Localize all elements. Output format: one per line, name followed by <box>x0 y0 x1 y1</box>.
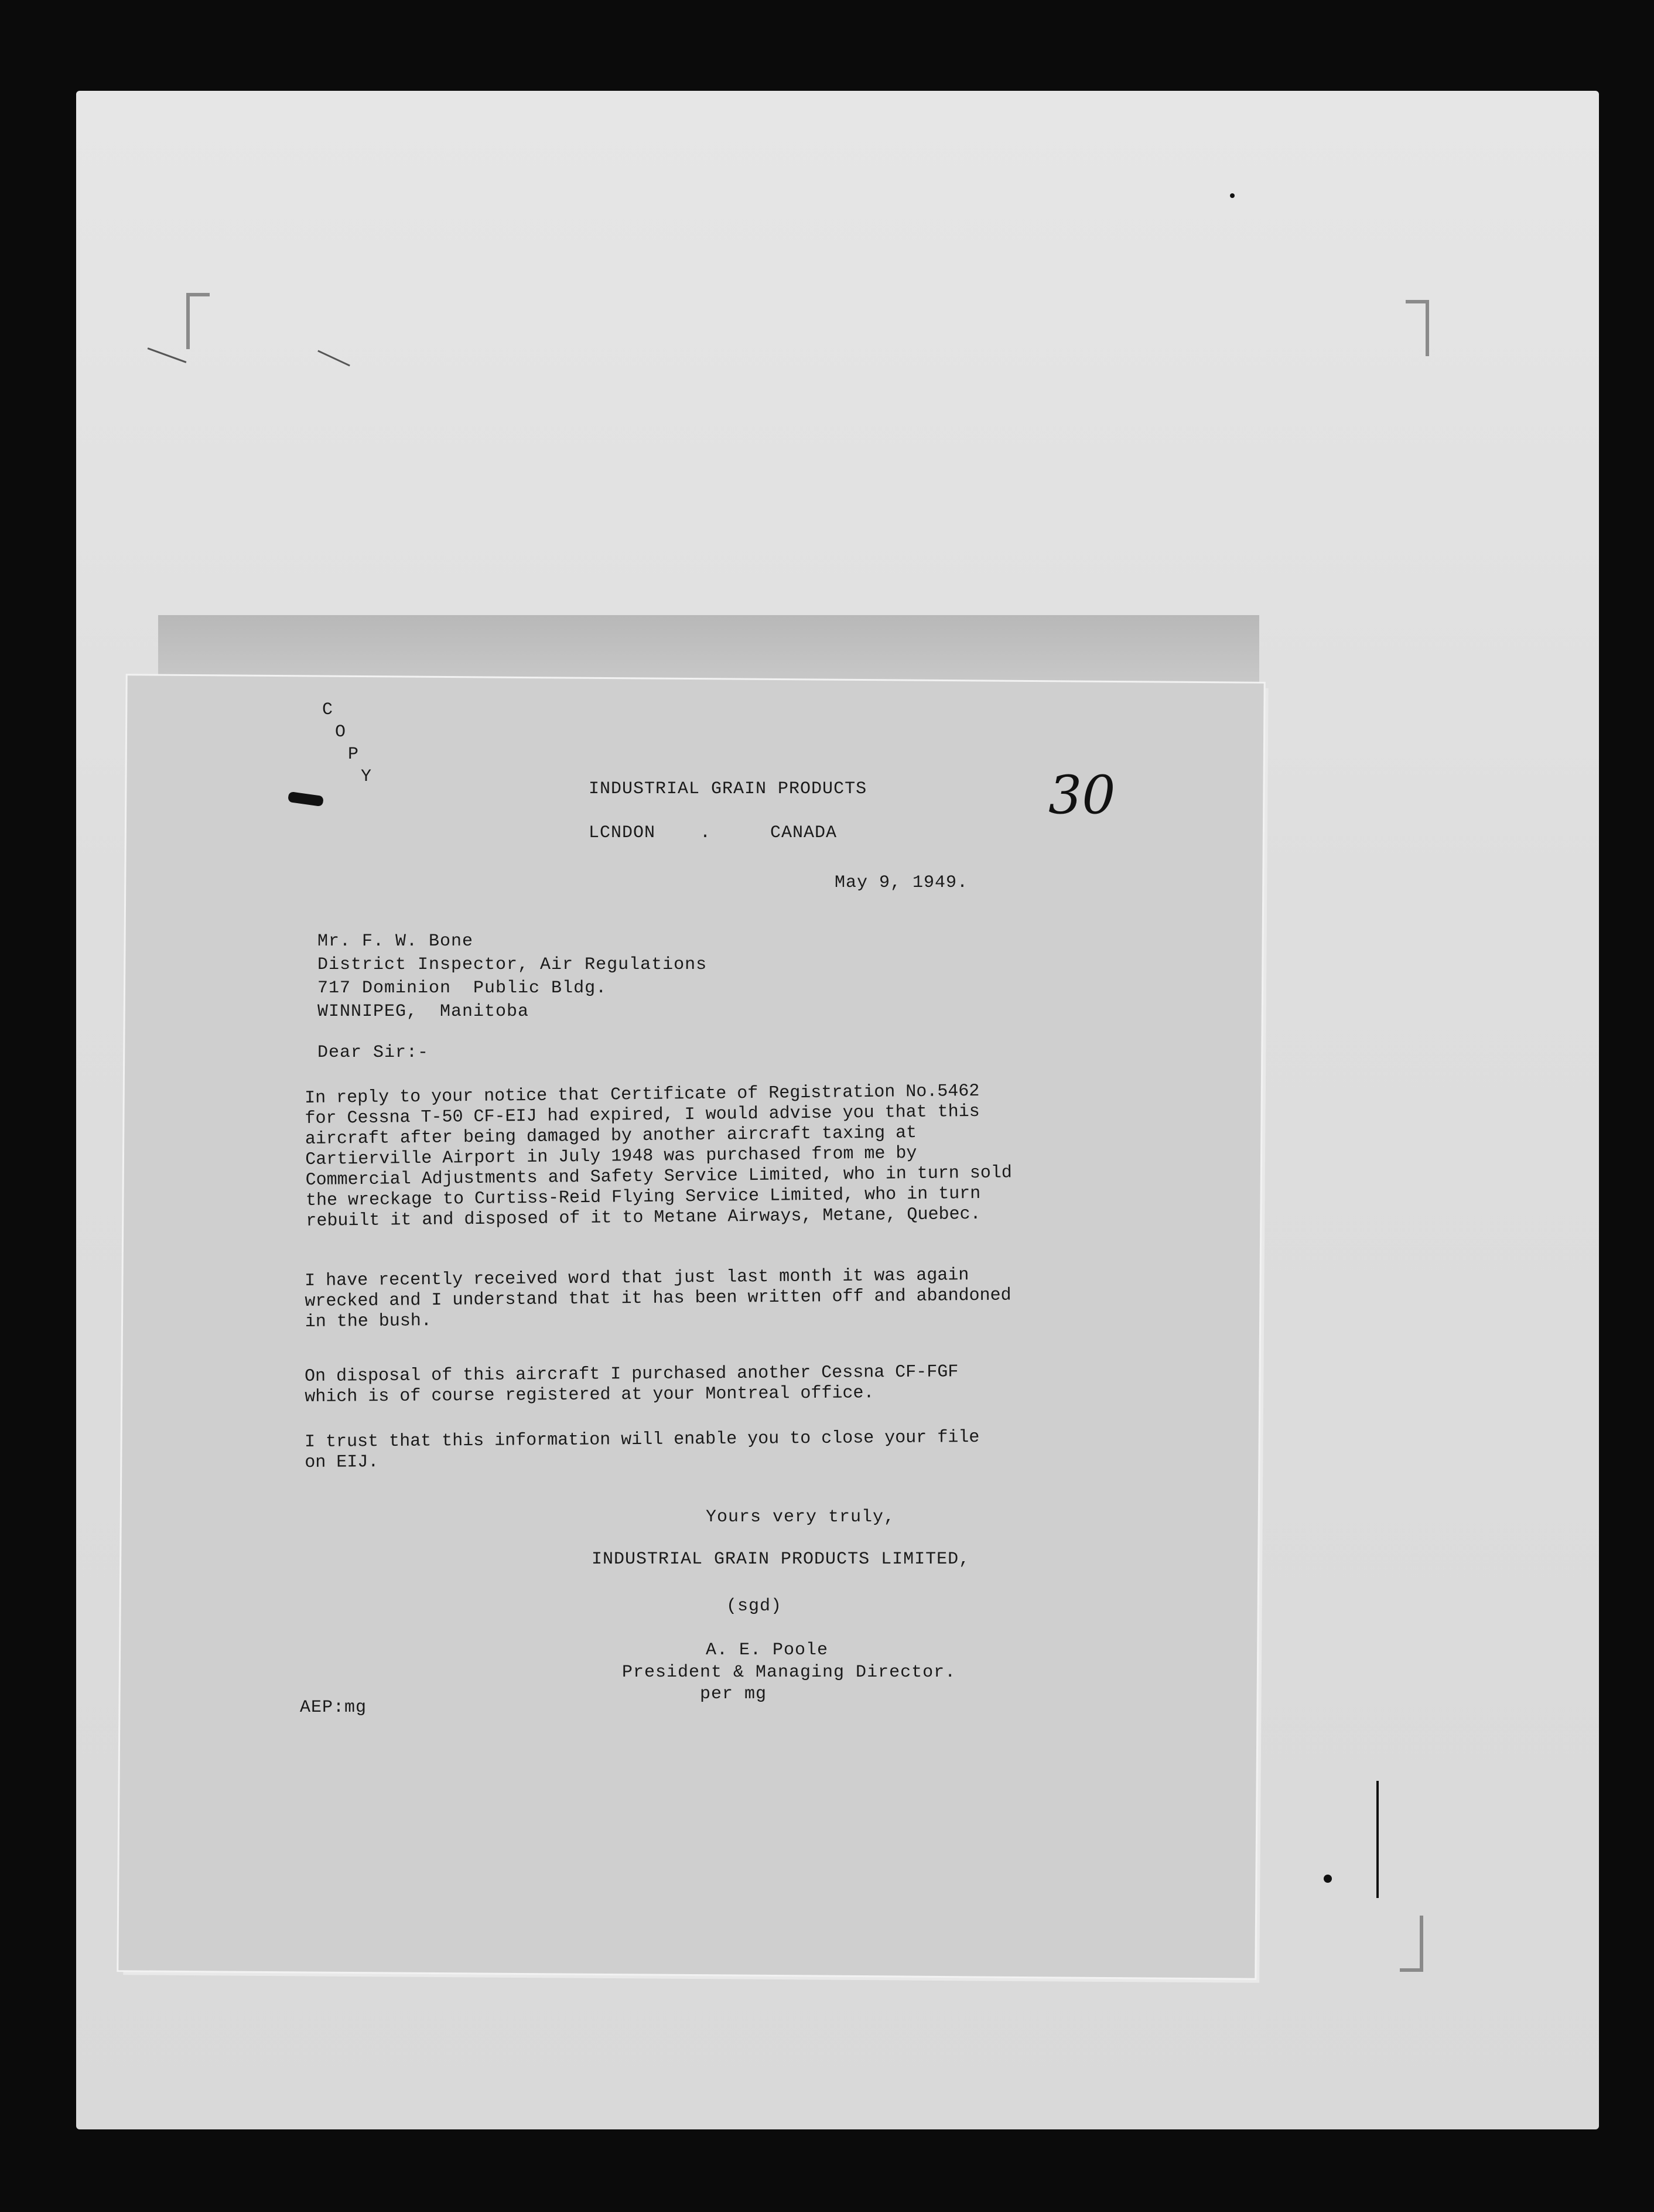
letterhead-city: LCNDON <box>589 823 656 843</box>
crop-mark-top-right <box>1406 300 1429 356</box>
valediction: Yours very truly, <box>706 1507 896 1527</box>
recipient-city: WINNIPEG, Manitoba <box>317 1002 529 1022</box>
closing-company: INDUSTRIAL GRAIN PRODUCTS LIMITED, <box>592 1549 970 1569</box>
margin-rule <box>1376 1781 1379 1898</box>
signed-mark: (sgd) <box>726 1596 782 1616</box>
recipient-address: 717 Dominion Public Bldg. <box>317 978 607 998</box>
recipient-name: Mr. F. W. Bone <box>317 931 474 951</box>
letterhead-country: CANADA <box>770 823 838 843</box>
salutation: Dear Sir:- <box>317 1043 429 1063</box>
paragraph-3: On disposal of this aircraft I purchased another Cessna CF-FGF which is of course registered at your Montreal office. <box>305 1362 959 1407</box>
paragraph-4: I trust that this information will enable you to close your file on EIJ. <box>305 1427 980 1473</box>
recipient-title: District Inspector, Air Regulations <box>317 955 708 975</box>
crop-mark-top-left <box>186 293 210 349</box>
handwritten-folio-number: 30 <box>1048 764 1116 826</box>
speck <box>1324 1875 1332 1883</box>
reference-initials: AEP:mg <box>300 1698 367 1718</box>
signatory-position: President & Managing Director. <box>622 1663 956 1682</box>
crop-mark-bottom-right <box>1400 1916 1423 1972</box>
paragraph-2: I have recently received word that just last month it was again wrecked and I understand that it has been written off and abandoned in the bush. <box>305 1265 1011 1332</box>
letter-date: May 9, 1949. <box>835 873 969 893</box>
speck <box>1230 193 1235 198</box>
paragraph-1: In reply to your notice that Certificate of Registration No.5462 for Cessna T-50 CF-EIJ had expired, I would advise you that this aircraft after being damaged by another aircraft taxing at Cartierville Airport in July 1948 was purchased from me by Commercial Adjustments and Safety Service Limited, who in turn sold the wreckage to Curtiss-Reid Flying Service Limited, who in turn rebuilt it and disposed of it to Metane Airways, Metane, Quebec. <box>305 1081 1012 1231</box>
letterhead-separator: . <box>700 823 712 843</box>
signatory-name: A. E. Poole <box>706 1640 829 1660</box>
letterhead-company: INDUSTRIAL GRAIN PRODUCTS <box>589 779 867 799</box>
per-initials: per mg <box>700 1684 767 1704</box>
